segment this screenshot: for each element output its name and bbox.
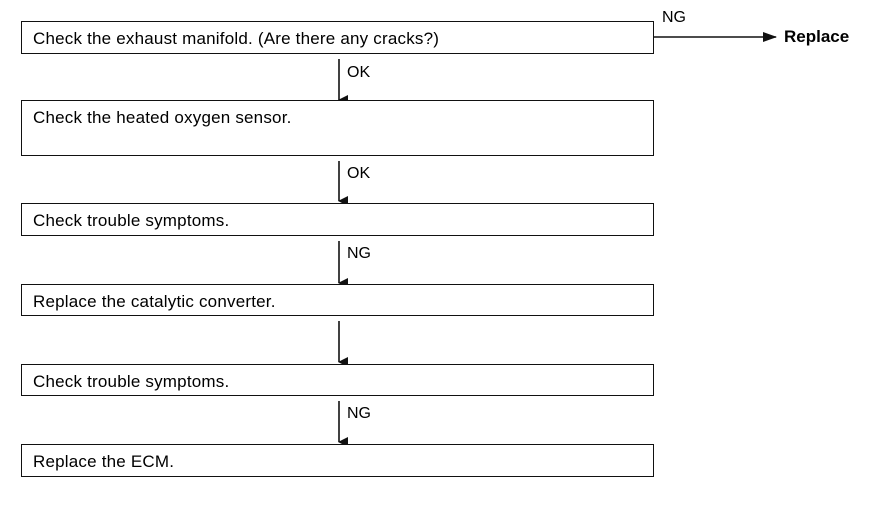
connector-label-3: NG <box>347 245 371 262</box>
branch-label: NG <box>662 9 686 26</box>
step-box-check-oxygen-sensor: Check the heated oxygen sensor. <box>21 100 654 156</box>
step-box-check-trouble-symptoms-2: Check trouble symptoms. <box>21 364 654 396</box>
step-box-check-exhaust-manifold: Check the exhaust manifold. (Are there any cracks?) <box>21 21 654 54</box>
connector-label-1: OK <box>347 64 371 81</box>
step-box-replace-ecm: Replace the ECM. <box>21 444 654 477</box>
connector-label-5: NG <box>347 405 371 422</box>
step-box-check-trouble-symptoms: Check trouble symptoms. <box>21 203 654 236</box>
connector-label-2: OK <box>347 165 371 182</box>
branch-target-replace: Replace <box>784 27 850 46</box>
step-box-replace-catalytic-converter: Replace the catalytic converter. <box>21 284 654 316</box>
